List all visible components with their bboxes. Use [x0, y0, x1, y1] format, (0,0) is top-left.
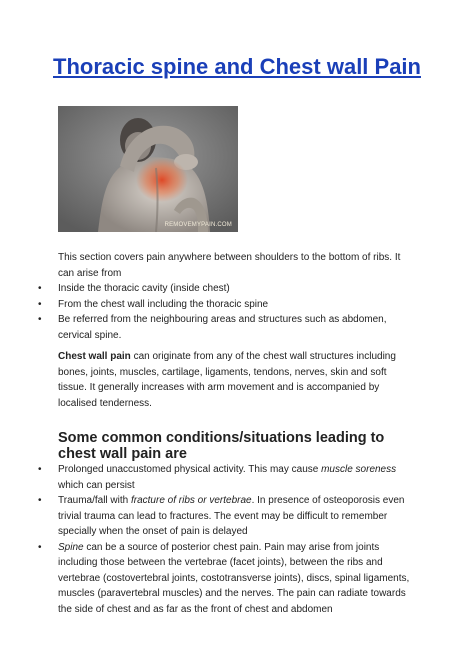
item-text: can be a source of posterior chest pain. Pain may arise from joints including those between the vertebrae (facet joints), between the ribs and vertebrae (costovertebral joints, costotransverse joints), discs, spinal ligaments, muscles (paravertebral muscles) and the nerves. The pain can radiate towards the side of chest and as far as the front of chest and abdomen — [58, 541, 410, 615]
list-item: • Be referred from the neighbouring areas and structures such as abdomen, cervical spine. — [58, 312, 420, 343]
chest-wall-text: can originate from any of the chest wall structures including bones, joints, muscles, cartilage, ligaments, tendons, nerves, skin and soft tissue. It generally increases with arm movement and is accompanied by localised tenderness. — [58, 351, 396, 409]
sources-list — [58, 281, 420, 343]
item-text: Trauma/fall with — [58, 495, 131, 506]
page-title: Thoracic spine and Chest wall Pain — [53, 54, 421, 79]
back-pain-illustration — [58, 106, 238, 232]
conditions-list — [58, 462, 420, 617]
item-text: Prolonged unaccustomed physical activity. This may cause — [58, 464, 322, 475]
conditions-heading: Some common conditions/situations leading to chest wall pain are — [58, 430, 385, 462]
list-item: • Inside the thoracic cavity (inside chest) — [58, 281, 420, 297]
list-item: • From the chest wall including the thoracic spine — [58, 297, 420, 313]
item-emphasis: muscle soreness — [321, 464, 397, 475]
intro-paragraph: This section covers pain anywhere between shoulders to the bottom of ribs. It can arise from — [58, 252, 401, 279]
item-emphasis: fracture of ribs or vertebrae — [130, 495, 252, 506]
back-pain-photo — [58, 106, 238, 232]
chest-wall-paragraph — [58, 349, 418, 411]
list-item — [58, 493, 420, 540]
watermark-text: REMOVEMYPAIN.COM — [164, 222, 232, 228]
item-emphasis: Spine — [58, 541, 84, 553]
item-text: . In presence of osteoporosis even trivial trauma can lead to fractures. The event may be difficult to remember specially when the onset of pain is delayed — [58, 495, 405, 537]
list-item — [58, 540, 420, 618]
item-text: which can persist — [58, 479, 135, 491]
chest-wall-term: Chest wall pain — [58, 351, 131, 362]
list-item — [58, 462, 420, 493]
